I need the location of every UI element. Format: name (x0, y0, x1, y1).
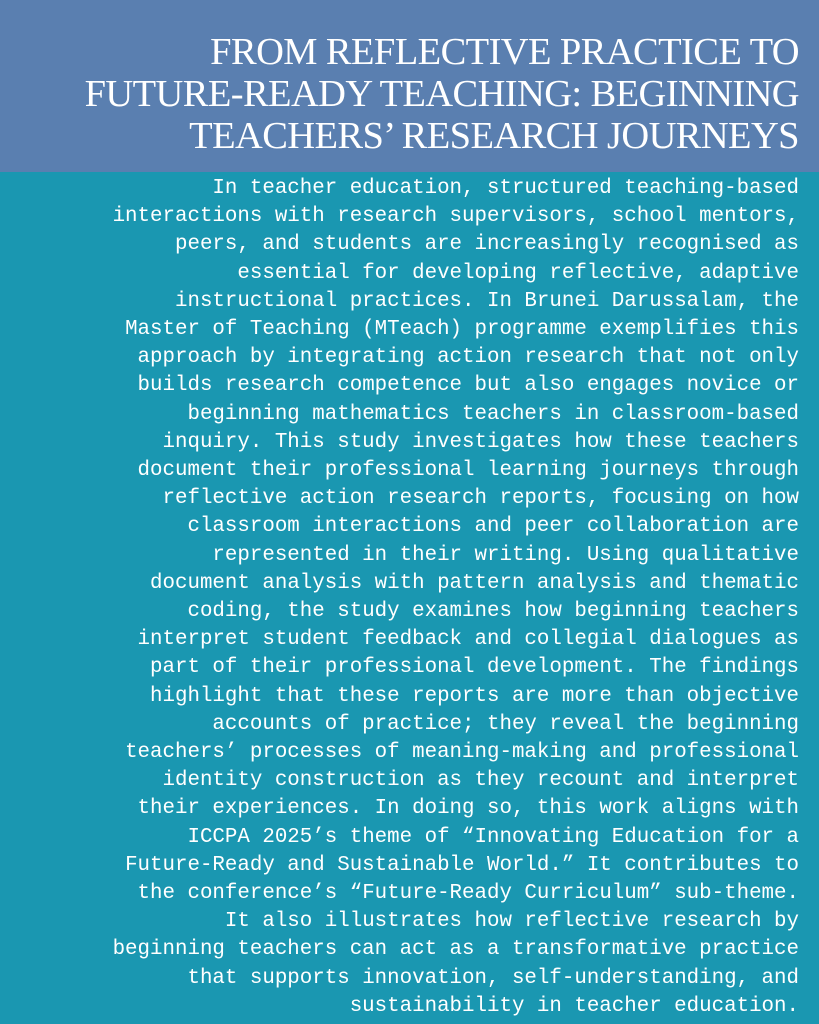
abstract-line: document their professional learning journeys through (137, 459, 799, 483)
abstract-line: peers, and students are increasingly recognised as (174, 233, 799, 257)
title-line: TEACHERS’ RESEARCH JOURNEYS (189, 115, 799, 157)
abstract-line: part of their professional development. The findings (150, 656, 799, 680)
title-line: FROM REFLECTIVE PRACTICE TO (210, 31, 799, 73)
abstract-line: instructional practices. In Brunei Darussalam, the (174, 289, 799, 313)
abstract-line: classroom interactions and peer collaboration are (187, 515, 799, 539)
abstract-line: the conference’s “Future-Ready Curriculum” sub-theme. (137, 882, 799, 906)
abstract-line: In teacher education, structured teaching-based (212, 177, 799, 200)
abstract-line: their experiences. In doing so, this work aligns with (137, 797, 799, 821)
abstract-line: document analysis with pattern analysis and thematic (150, 571, 799, 595)
abstract-line: sustainability in teacher education. (349, 994, 799, 1018)
abstract-line: Future-Ready and Sustainable World.” It contributes to (125, 853, 799, 877)
title-line: FUTURE-READY TEACHING: BEGINNING (84, 73, 799, 115)
abstract-line: It also illustrates how reflective research by (224, 910, 799, 934)
abstract-line: beginning mathematics teachers in classroom-based (187, 402, 799, 426)
abstract-line: teachers’ processes of meaning-making and professional (125, 741, 799, 765)
abstract-line: inquiry. This study investigates how these teachers (162, 430, 799, 454)
abstract-line: identity construction as they recount and interpret (162, 769, 799, 793)
abstract-line: builds research competence but also engages novice or (137, 374, 799, 398)
abstract-text (0, 175, 799, 1021)
abstract-line: that supports innovation, self-understanding, and (187, 966, 799, 990)
abstract-line: reflective action research reports, focusing on how (162, 487, 799, 511)
abstract-line: interpret student feedback and collegial dialogues as (137, 628, 799, 652)
abstract-line: ICCPA 2025’s theme of “Innovating Education for a (187, 825, 799, 849)
abstract-line: approach by integrating action research that not only (137, 346, 799, 370)
abstract-line: represented in their writing. Using qualitative (212, 543, 799, 567)
abstract-line: beginning teachers can act as a transformative practice (112, 938, 799, 962)
page-title (9, 31, 799, 157)
abstract-line: Master of Teaching (MTeach) programme exemplifies this (125, 318, 799, 342)
abstract-line: interactions with research supervisors, school mentors, (112, 205, 799, 229)
abstract-panel (0, 172, 819, 1024)
abstract-line: coding, the study examines how beginning teachers (187, 600, 799, 624)
title-banner (0, 0, 819, 172)
abstract-line: highlight that these reports are more than objective (150, 684, 799, 708)
abstract-line: essential for developing reflective, adaptive (237, 261, 799, 285)
abstract-line: accounts of practice; they reveal the beginning (212, 712, 799, 736)
